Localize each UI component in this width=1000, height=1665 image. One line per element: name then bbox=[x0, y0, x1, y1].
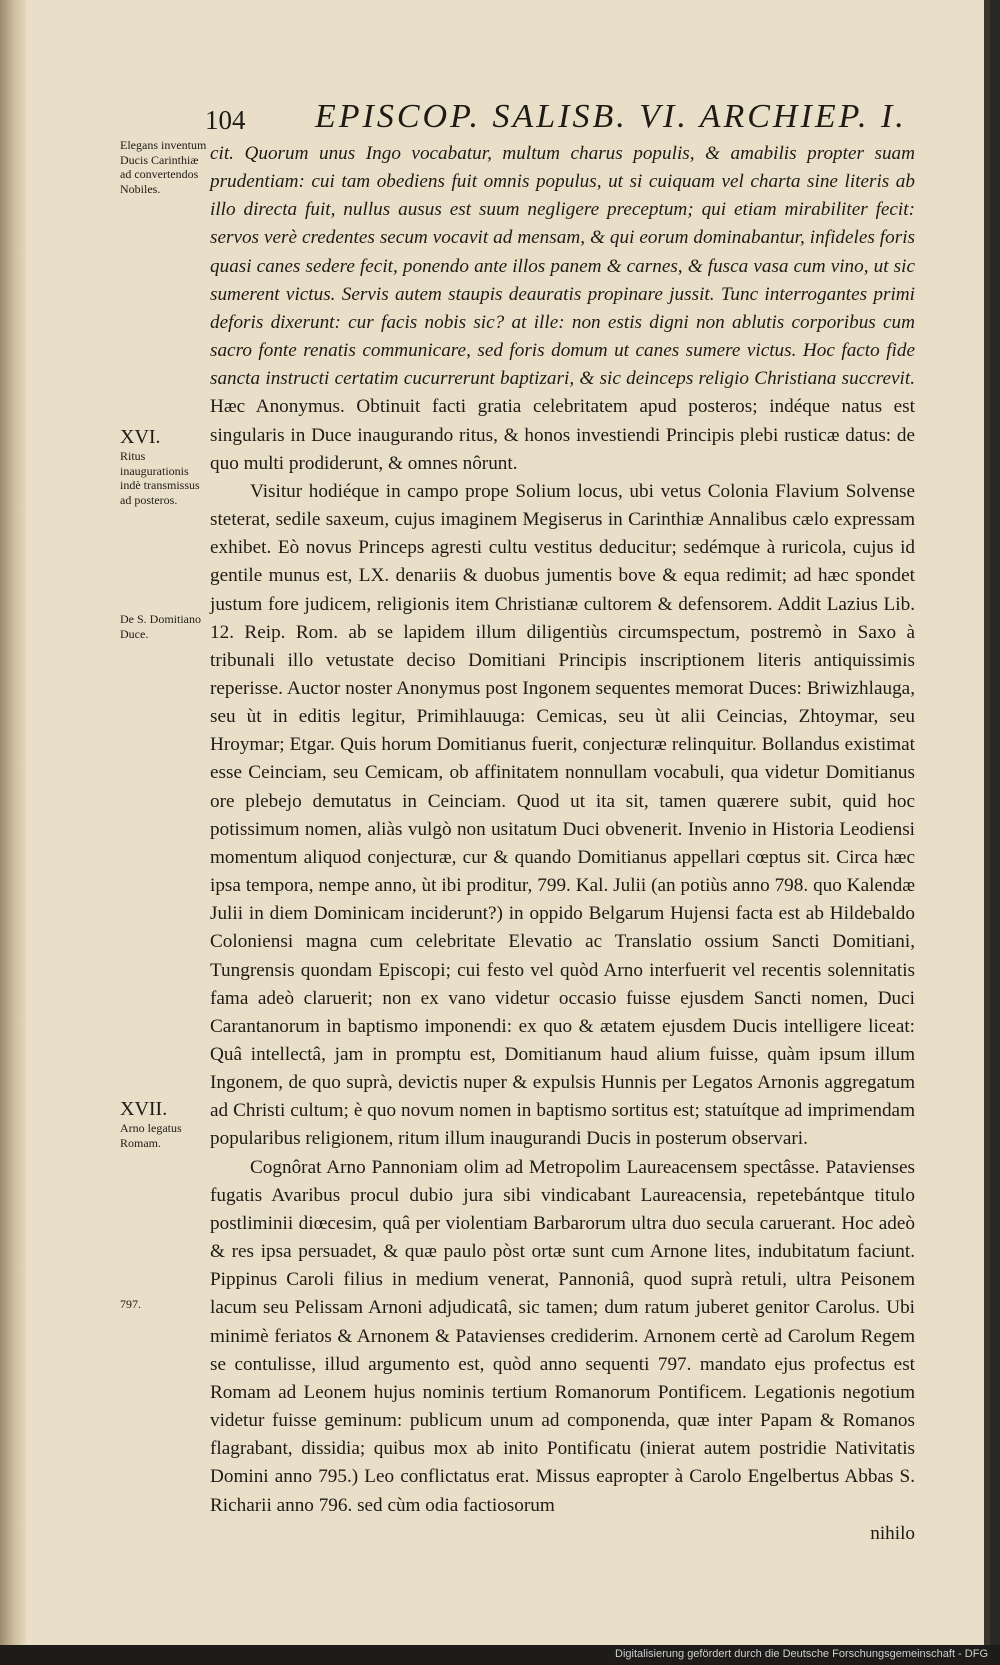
quotation-italic: cit. Quorum unus Ingo vocabatur, multum charus populis, & amabilis propter suam prudentiam: cui tam obediens fuit omnis populus, ut si cuiquam vel charta sine literis ab illo directa fuit, nullus ausus est suum negligere preceptum; qui etiam mirabiliter fecit: servos verè credentes secum vocavit ad mensam, & qui eorum dominabantur, infideles foris quasi canes sedere fecit, ponendo ante illos panem & carnes, & fusca vasa cum vino, ut sic sumerent victus. Servis autem staupis deauratis propinare jussit. Tunc interrogantes primi deforis dixerunt: cur facis nobis sic? at ille: non estis digni non ablutis corporibus cum sacro fonte renatis communicare, sed foris domum ut canes sumere victus. Hoc facto fide sancta instructi certatim cucurrerunt baptizari, & sic deinceps religio Christiana succrevit. bbox=[210, 143, 915, 390]
margin-section-number: XVII. bbox=[120, 1098, 168, 1120]
margin-note-domitiano bbox=[120, 612, 212, 641]
book-gutter bbox=[0, 0, 26, 1645]
running-title: EPISCOP. SALISB. VI. ARCHIEP. I. bbox=[315, 98, 907, 135]
page-number: 104 bbox=[205, 105, 246, 135]
catchword: nihilo bbox=[870, 1522, 915, 1544]
margin-note-text: Arno legatus Romam. bbox=[120, 1121, 182, 1150]
margin-section-number: XVI. bbox=[120, 426, 161, 448]
footer-bar bbox=[0, 1645, 1000, 1665]
margin-note-year bbox=[120, 1297, 212, 1312]
paragraph-xvii: Cognôrat Arno Pannoniam olim ad Metropolim Laureacensem spectâsse. Patavienses fugatis Avaribus procul dubio jura sibi vindicabant Laureacensia, repetebántque titulo postliminii diœcesim, quâ per violentiam Barbarorum ultra duo secula caruerant. Hoc adeò & res ipsa persuadet, & quæ paulo pòst ortæ sunt cum Arnone lites, indubitatum faciunt. Pippinus Caroli filius in medium venerat, Pannoniâ, quod suprà retuli, ultra Peisonem lacum seu Pelissam Arnoni adjudicatâ, sic tamen; dum ratum juberet genitor Carolus. Ubi minimè feriatos & Arnonem & Patavienses crediderim. Arnonem certè ad Carolum Regem se contulisse, illud argumento est, quòd anno sequenti 797. mandato ejus profectus est Romam ad Leonem hujus nominis tertium Romanorum Pontificem. Legationis negotium videtur fuisse geminum: publicum unum ad componenda, quæ inter Papam & Romanos flagrabant, dissidia; quibus mox ab inito Pontificatu (inierat autem postridie Nativitatis Domini anno 795.) Leo conflictatus erat. Missus eapropter à Carolo Engelbertus Abbas S. Richarii anno 796. sed cùm odia factiosorum bbox=[210, 1156, 915, 1516]
margin-note-xvii bbox=[120, 1098, 212, 1150]
paragraph-xvi: Visitur hodiéque in campo prope Solium locus, ubi vetus Colonia Flavium Solvense steterat, sedile saxeum, cujus imaginem Megiserus in Carinthiæ Annalibus cælo expressam exhibet. Eò novus Princeps agresti cultu vestitus deducitur; sedémque à ruricola, cujus id gentile munus est, LX. denariis & duobus jumentis bove & equa redimit; ad hæc spondet justum fore judicem, religionis item Christianæ cultorem & defensorem. Addit Lazius Lib. 12. Reip. Rom. ab se lapidem illum diligentiùs circumspectum, postremò in Saxo à tribunali illo vetustate deciso Domitiani Principis inscriptionem literis antiquissimis reperisse. Auctor noster Anonymus post Ingonem sequentes memorat Duces: Briwizhlauga, seu ùt in editis legitur, Primihlauuga: Cemicas, seu ùt alii Ceincias, Zhtoymar, seu Hroymar; Etgar. Quis horum Domitianus fuerit, conjecturæ relinquitur. Bollandus existimat esse Ceinciam, seu Cemicam, ob affinitatem nonnullam vocabuli, qua videtur Domitianus ore plebejo demutatus in Ceinciam. Quod ut ita sit, tamen quærere subit, quid hoc potissimum nomen, aliàs vulgò non usitatum Duci obvenerit. Invenio in Historia Leodiensi momentum aliquod conjecturæ, cur & quando Domitianus appellari cœptus sit. Circa hæc ipsa tempora, nempe anno, ùt ibi proditur, 799. Kal. Julii (an potiùs anno 798. quo Kalendæ Julii in diem Dominicam inciderunt?) in oppido Belgarum Hujensi facta est ab Hildebaldo Coloniensi magna cum celebritate Elevatio ac Translatio ossium Sancti Domitiani, Tungrensis quondam Episcopi; cui festo vel quòd Arno interfuerit vel recentis solennitatis fama adeò claruerit; non ex vano videtur occasio fuisse ejusdem Sancti nomen, Duci Carantanorum in baptismo imponendi: ex quo & ætatem ejusdem Ducis intelligere liceat: Quâ intellectâ, jam in promptu est, Domitianum haud alium fuisse, quàm ipsum illum Ingonem, de quo suprà, devictis nuper & expulsis Hunnis per Legatos Arnonis aggregatum ad Christi cultum; è quo novum nomen in baptismo sortitus est; statuítque ad imprimendam popularibus religionem, ritum illum inaugurandi Ducis in posterum observari. bbox=[210, 480, 915, 1150]
body-text bbox=[210, 140, 915, 1548]
margin-note-text: Elegans inventum Ducis Carinthiæ ad convertendos Nobiles. bbox=[120, 138, 207, 196]
paragraph-quotation bbox=[210, 140, 915, 478]
margin-note-text: De S. Domitiano Duce. bbox=[120, 612, 201, 641]
margin-note-text: 797. bbox=[120, 1297, 141, 1311]
margin-note-xvi bbox=[120, 426, 212, 507]
margin-note-text: Ritus inaugurationis indè transmissus ad posteros. bbox=[120, 449, 200, 507]
footer-credit: Digitalisierung gefördert durch die Deutsche Forschungsgemeinschaft - DFG bbox=[615, 1648, 988, 1660]
margin-note-elegans bbox=[120, 138, 212, 196]
quotation-commentary: Hæc Anonymus. Obtinuit facti gratia celebritatem apud posteros; indéque natus est singularis in Duce inaugurando ritus, & honos investiendi Principis plebi rusticæ datus: de quo multi prodiderunt, & omnes nôrunt. bbox=[210, 396, 915, 474]
